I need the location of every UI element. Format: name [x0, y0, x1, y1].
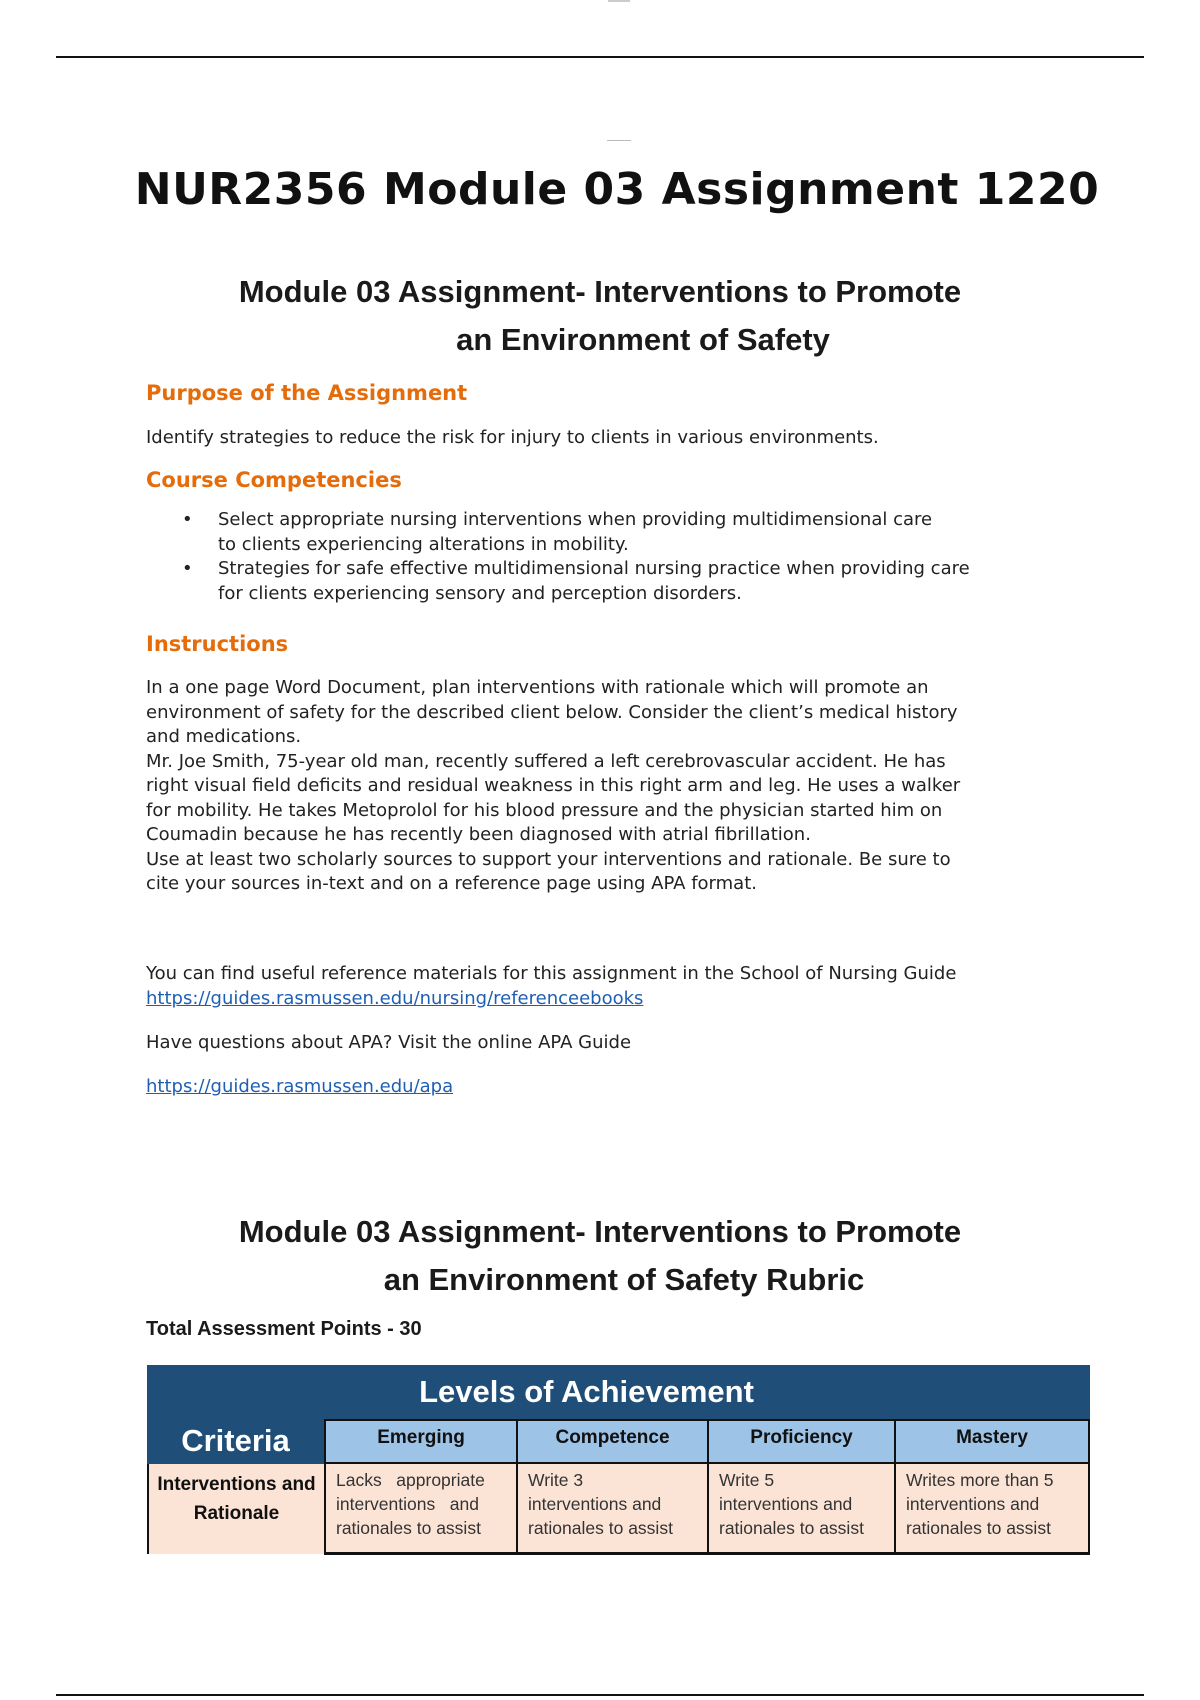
- assignment-title: [100, 268, 1100, 364]
- instructions-line: and medications.: [146, 726, 302, 747]
- cell-line: Write 3: [528, 1470, 584, 1490]
- rubric-title-line1: Module 03 Assignment- Interventions to Promote: [238, 1214, 962, 1249]
- small-dash-mark: [607, 140, 631, 141]
- cell-line: rationales to assist: [719, 1518, 864, 1538]
- top-page-mark: [608, 0, 630, 2]
- competency-line: to clients experiencing alterations in mobility.: [218, 533, 629, 555]
- instructions-line: Use at least two scholarly sources to support your interventions and rationale. Be sure to: [146, 848, 951, 870]
- instructions-text: [146, 676, 1086, 897]
- cell-line: Write 5: [719, 1470, 775, 1490]
- total-assessment-points: Total Assessment Points - 30: [146, 1318, 422, 1340]
- level-header-competence: Competence: [516, 1419, 709, 1464]
- competencies-list: [146, 508, 1106, 606]
- cell-line: interventions and: [906, 1494, 1040, 1514]
- competencies-heading: Course Competencies: [146, 468, 402, 492]
- cell-line: interventions and: [336, 1494, 480, 1514]
- apa-guide-link[interactable]: https://guides.rasmussen.edu/apa: [146, 1076, 454, 1097]
- competency-line: for clients experiencing sensory and perception disorders.: [218, 582, 742, 604]
- purpose-heading: Purpose of the Assignment: [146, 381, 468, 405]
- reference-text: You can find useful reference materials for this assignment in the School of Nursing Guide: [146, 963, 957, 984]
- level-header-emerging: Emerging: [324, 1419, 518, 1464]
- cell-line: rationales to assist: [906, 1518, 1051, 1538]
- reference-books-link[interactable]: https://guides.rasmussen.edu/nursing/referenceebooks: [146, 987, 644, 1009]
- apa-link-paragraph: [146, 1075, 1086, 1100]
- bullet-icon: •: [182, 558, 193, 579]
- rubric-table: [147, 1365, 1090, 1555]
- instructions-line: cite your sources in-text and on a reference page using APA format.: [146, 873, 757, 894]
- rubric-cell-emerging: [324, 1464, 518, 1555]
- rubric-cell-mastery: [894, 1464, 1090, 1555]
- criterion-interventions-rationale: [147, 1464, 324, 1554]
- competency-item: [146, 557, 1106, 606]
- reference-paragraph: [146, 962, 1126, 1011]
- rubric-title: [100, 1208, 1100, 1304]
- cell-line: interventions and: [719, 1494, 853, 1514]
- instructions-line: for mobility. He takes Metoprolol for his blood pressure and the physician started him on: [146, 799, 943, 821]
- rubric-cell-proficiency: [707, 1464, 896, 1555]
- criterion-label-line: Rationale: [193, 1503, 280, 1524]
- cell-line: Lacks appropriate: [336, 1470, 485, 1490]
- bottom-divider: [56, 1694, 1144, 1696]
- instructions-heading: Instructions: [146, 632, 289, 656]
- document-title: NUR2356 Module 03 Assignment 1220: [134, 164, 1100, 215]
- instructions-line: Coumadin because he has recently been diagnosed with atrial fibrillation.: [146, 824, 811, 845]
- instructions-line: environment of safety for the described client below. Consider the client’s medical history: [146, 701, 958, 723]
- rubric-title-line2: an Environment of Safety Rubric: [383, 1262, 865, 1297]
- criteria-header: Criteria: [147, 1365, 324, 1464]
- level-header-mastery: Mastery: [894, 1419, 1090, 1464]
- competency-line: Select appropriate nursing interventions when providing multidimensional care: [218, 509, 933, 530]
- instructions-line: Mr. Joe Smith, 75-year old man, recently suffered a left cerebrovascular accident. He has: [146, 750, 946, 772]
- criterion-label-line: Interventions and: [157, 1474, 316, 1495]
- instructions-line: In a one page Word Document, plan interventions with rationale which will promote an: [146, 677, 929, 698]
- cell-line: rationales to assist: [528, 1518, 673, 1538]
- instructions-line: right visual field deficits and residual weakness in this right arm and leg. He uses a walker: [146, 775, 961, 796]
- competency-line: Strategies for safe effective multidimensional nursing practice when providing care: [218, 558, 970, 579]
- purpose-text: Identify strategies to reduce the risk for injury to clients in various environments.: [146, 427, 879, 448]
- bullet-icon: •: [182, 509, 193, 530]
- levels-of-achievement-header: Levels of Achievement: [419, 1374, 754, 1409]
- top-divider: [56, 56, 1144, 58]
- rubric-cell-competence: [516, 1464, 709, 1555]
- level-header-proficiency: Proficiency: [707, 1419, 896, 1464]
- cell-line: rationales to assist: [336, 1518, 481, 1538]
- assignment-title-line1: Module 03 Assignment- Interventions to Promote: [238, 274, 962, 309]
- cell-line: interventions and: [528, 1494, 662, 1514]
- assignment-title-line2: an Environment of Safety: [456, 322, 830, 357]
- cell-line: Writes more than 5: [906, 1470, 1054, 1490]
- apa-question-text: Have questions about APA? Visit the online APA Guide: [146, 1032, 632, 1053]
- competency-item: [146, 508, 1106, 557]
